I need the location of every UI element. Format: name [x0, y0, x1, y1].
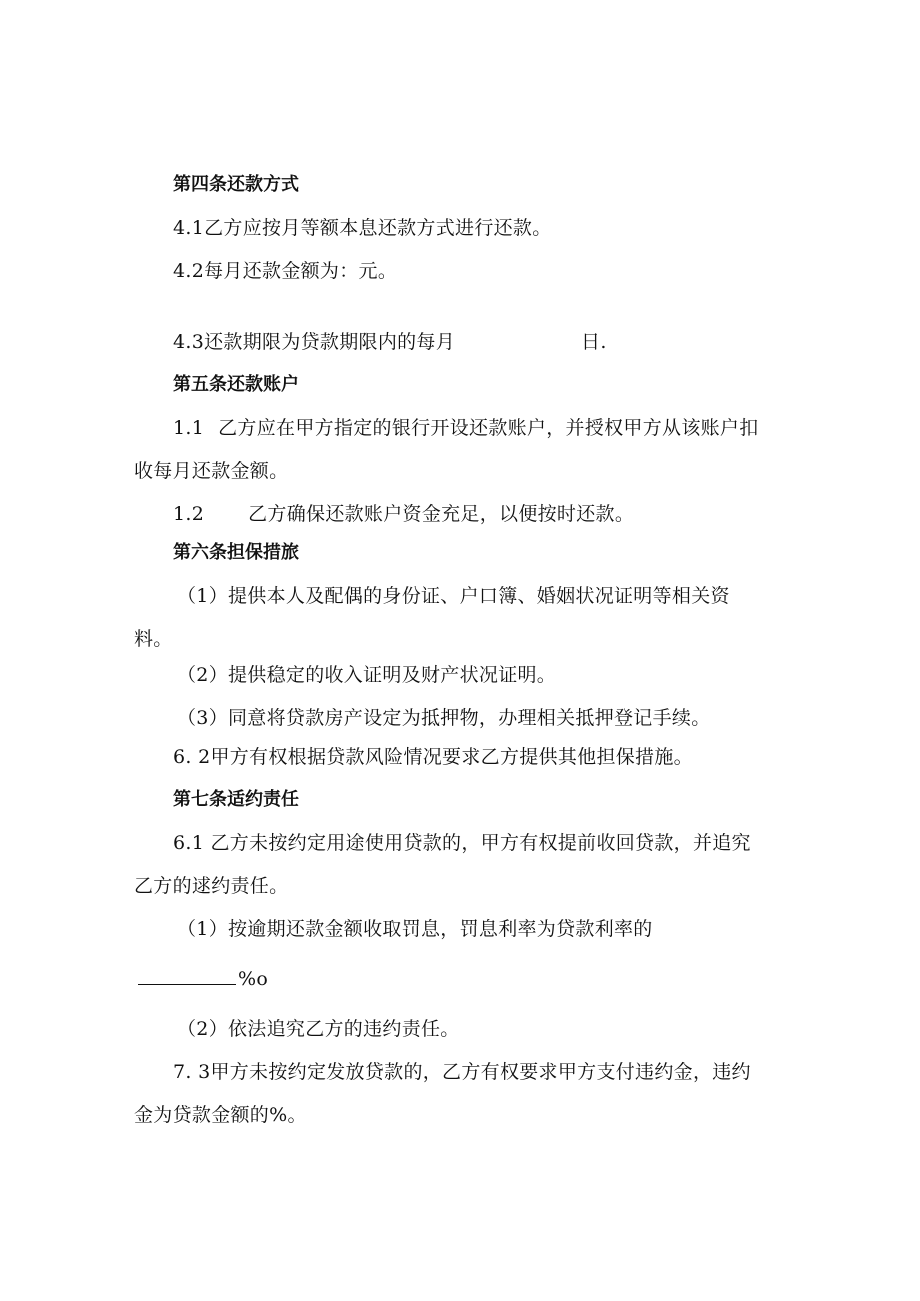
article4-clause-4-3-day: 日.: [581, 331, 607, 353]
article7-clause-7-3-continued: 金为贷款金额的%。: [134, 1104, 307, 1126]
penalty-rate-blank: [138, 966, 236, 985]
article7-clause-7-3: 7. 3甲方未按约定发放贷款的，乙方有权要求甲方支付违约金，违约: [173, 1061, 751, 1083]
article7-item-1-continued: [138, 966, 268, 991]
article5-clause-1-1-number: 1.1: [173, 417, 205, 439]
article6-item-1-continued: 料。: [134, 628, 173, 650]
article4-clause-4-1: 4.1乙方应按月等额本息还款方式进行还款。: [173, 217, 552, 239]
article4-heading: 第四条还款方式: [173, 174, 299, 195]
article5-heading: 第五条还款账户: [173, 374, 299, 395]
penalty-rate-unit: %o: [238, 968, 269, 990]
article7-item-1: （1）按逾期还款金额收取罚息，罚息利率为贷款利率的: [177, 918, 653, 940]
article5-clause-1-2-text: 乙方确保还款账户资金充足，以便按时还款。: [248, 503, 635, 525]
article6-item-2: （2）提供稳定的收入证明及财产状况证明。: [177, 664, 557, 686]
article6-clause-6-2: 6. 2甲方有权根据贷款风险情况要求乙方提供其他担保措施。: [173, 746, 693, 768]
article6-heading: 第六条担保措旅: [173, 542, 299, 563]
article6-item-1: （1）提供本人及配偶的身份证、户口簿、婚姻状况证明等相关资: [177, 585, 730, 607]
article5-clause-1-2-number: 1.2: [173, 503, 205, 525]
article5-clause-1-2: [173, 502, 634, 526]
article7-heading: 第七条适约责任: [173, 789, 299, 810]
article5-clause-1-1-text: 乙方应在甲方指定的银行开设还款账户，并授权甲方从该账户扣: [218, 417, 759, 439]
article6-item-3: （3）同意将贷款房产设定为抵押物，办理相关抵押登记手续。: [177, 707, 711, 729]
article4-clause-4-2: 4.2每月还款金额为：元。: [173, 260, 398, 282]
article7-clause-6-1: 6.1 乙方未按约定用途使用贷款的，甲方有权提前收回贷款，并追究: [173, 832, 751, 854]
article5-clause-1-1-continued: 收每月还款金额。: [134, 460, 289, 482]
article7-item-2: （2）依法追究乙方的违约责任。: [177, 1018, 460, 1040]
article7-clause-6-1-continued: 乙方的逑约责任。: [134, 875, 289, 897]
article4-clause-4-3: [173, 330, 607, 354]
article4-clause-4-3-text: 4.3还款期限为贷款期限内的每月: [173, 331, 456, 353]
article5-clause-1-1: [173, 416, 759, 440]
